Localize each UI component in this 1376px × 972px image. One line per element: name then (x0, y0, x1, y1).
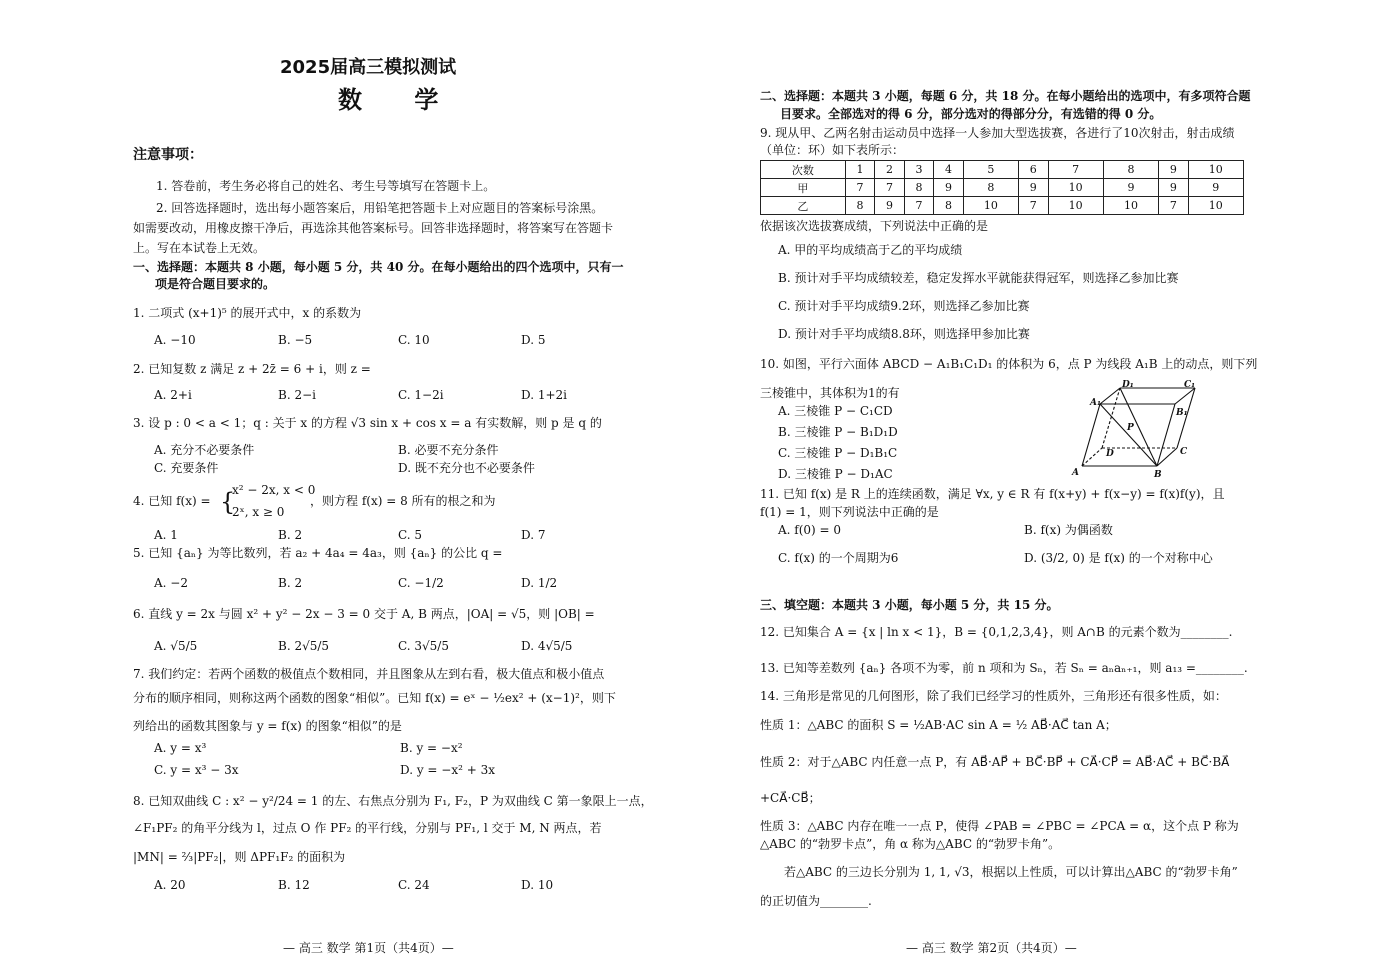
table-cell: 1 (845, 161, 874, 179)
question-stem: 11. 已知 f(x) 是 R 上的连续函数，满足 ∀x, y ∈ R 有 f(x+y) + f(x−y) = f(x)f(y)，且 (760, 487, 1225, 501)
question-stem: 1. 二项式 (x+1)⁵ 的展开式中，x 的系数为 (133, 306, 362, 320)
question-stem: 的正切值为________. (760, 894, 872, 908)
question-stem: （单位：环）如下表所示： (760, 143, 905, 157)
vertex-label: B₁ (1176, 408, 1188, 418)
option: D. 预计对手平均成绩8.8环，则选择甲参加比赛 (778, 327, 1030, 341)
table-cell: 9 (934, 179, 963, 197)
parallelepiped-figure (1070, 378, 1200, 478)
question-stem: +CA⃗·CB⃗； (760, 791, 821, 805)
option: A. 充分不必要条件 (154, 443, 255, 457)
edge-DD1 (1102, 388, 1120, 448)
section-heading: 一、选择题：本题共 8 小题，每小题 5 分，共 40 分。在每小题给出的四个选项中，只有一 (133, 260, 624, 274)
piecewise-case: 2ˣ, x ≥ 0 (232, 505, 285, 519)
option: B. 三棱锥 P − B₁D₁D (778, 425, 898, 439)
table-row (761, 197, 1244, 215)
section-heading: 项是符合题目要求的。 (155, 277, 276, 291)
option: B. 2√5/5 (278, 639, 330, 653)
table-cell: 6 (1019, 161, 1048, 179)
vertex-label: P (1127, 423, 1134, 433)
option: A. 2+i (154, 388, 192, 402)
option: C. 24 (398, 878, 430, 892)
option: A. √5/5 (154, 639, 198, 653)
piecewise-case: x² − 2x, x < 0 (232, 483, 316, 497)
question-stem: 2. 已知复数 z 满足 z + 2z̄ = 6 + i，则 z = (133, 362, 371, 376)
option: D. 4√5/5 (521, 639, 573, 653)
vertex-label: D₁ (1122, 380, 1134, 390)
table-cell: 2 (875, 161, 904, 179)
option: A. 20 (154, 878, 186, 892)
question-stem: 6. 直线 y = 2x 与圆 x² + y² − 2x − 3 = 0 交于 A, B 两点，|OA| = √5，则 |OB| = (133, 607, 595, 621)
notice-line: 上。写在本试卷上无效。 (133, 241, 266, 255)
option: A. 1 (154, 528, 178, 542)
option: D. 1/2 (521, 576, 558, 590)
notice-line: 2. 回答选择题时，选出每小题答案后，用铅笔把答题卡上对应题目的答案标号涂黑。 (156, 201, 604, 215)
option: A. f(0) = 0 (778, 523, 842, 537)
table-cell: 5 (963, 161, 1018, 179)
table-cell: 10 (1048, 179, 1103, 197)
vertex-label: C (1180, 447, 1188, 457)
option: C. y = x³ − 3x (154, 763, 239, 777)
question-stem: 9. 现从甲、乙两名射击运动员中选择一人参加大型选拔赛，各进行了10次射击，射击成绩 (760, 126, 1235, 140)
brace: { (220, 488, 236, 516)
option: A. −10 (154, 333, 196, 347)
question-stem: 4. 已知 f(x) = (133, 494, 211, 508)
table-cell: 7 (845, 179, 874, 197)
edge-B1C1 (1175, 388, 1195, 404)
question-stem: 分布的顺序相同，则称这两个函数的图象“相似”。已知 f(x) = eˣ − ½ex² + (x−1)²，则下 (133, 691, 616, 705)
notice-line: 如需要改动，用橡皮擦干净后，再选涂其他答案标号。回答非选择题时，将答案写在答题卡 (133, 221, 614, 235)
vertex-label: B (1154, 470, 1162, 478)
vertex-label: C₁ (1184, 380, 1196, 390)
edge-BB1 (1157, 404, 1175, 466)
question-stem: 7. 我们约定：若两个函数的极值点个数相同，并且图象从左到右看，极大值点和极小值点 (133, 667, 605, 681)
table-cell: 9 (1159, 179, 1188, 197)
option: B. y = −x² (400, 741, 463, 755)
question-stem: 性质 2：对于△ABC 内任意一点 P，有 AB⃗·AP⃗ + BC⃗·BP⃗ + CA⃗·CP⃗ = AB⃗·AC⃗ + BC⃗·BA⃗ (760, 755, 1230, 769)
table-cell: 9 (1159, 161, 1188, 179)
question-stem: 依据该次选拔赛成绩，下列说法中正确的是 (760, 219, 989, 233)
score-table (760, 160, 1244, 215)
table-cell: 3 (904, 161, 933, 179)
table-cell: 8 (904, 179, 933, 197)
option: D. 10 (521, 878, 554, 892)
option: A. y = x³ (154, 741, 207, 755)
table-cell: 乙 (761, 197, 846, 215)
option: D. 5 (521, 333, 546, 347)
option: A. 甲的平均成绩高于乙的平均成绩 (778, 243, 963, 257)
option: D. 7 (521, 528, 546, 542)
notice-line: 1. 答卷前，考生务必将自己的姓名、考生号等填写在答题卡上。 (156, 179, 496, 193)
table-cell: 8 (963, 179, 1018, 197)
option: B. 必要不充分条件 (398, 443, 499, 457)
question-stem: f(1) = 1，则下列说法中正确的是 (760, 505, 939, 519)
option: B. 2 (278, 576, 303, 590)
question-stem: 5. 已知 {aₙ} 为等比数列，若 a₂ + 4a₄ = 4a₃，则 {aₙ} 的公比 q = (133, 546, 503, 560)
page-footer: — 高三 数学 第2页（共4页）— (906, 941, 1077, 955)
edge-AA1 (1082, 404, 1100, 466)
option: D. (3/2, 0) 是 f(x) 的一个对称中心 (1024, 551, 1213, 565)
table-cell: 10 (1188, 161, 1243, 179)
option: D. y = −x² + 3x (400, 763, 496, 777)
table-cell: 8 (845, 197, 874, 215)
vertex-label: A₁ (1090, 398, 1101, 408)
question-stem: ，则方程 f(x) = 8 所有的根之和为 (310, 494, 496, 508)
option: C. −1/2 (398, 576, 444, 590)
option: B. 预计对手平均成绩较差，稳定发挥水平就能获得冠军，则选择乙参加比赛 (778, 271, 1179, 285)
segment-D1B (1120, 388, 1157, 466)
vertex-label: D (1106, 449, 1114, 459)
table-cell: 8 (1103, 161, 1158, 179)
table-cell: 10 (1188, 197, 1243, 215)
option: D. 1+2i (521, 388, 567, 402)
option: C. 3√5/5 (398, 639, 449, 653)
option: A. 三棱锥 P − C₁CD (778, 404, 893, 418)
page-footer: — 高三 数学 第1页（共4页）— (283, 941, 454, 955)
option: C. 三棱锥 P − D₁B₁C (778, 446, 898, 460)
option: C. 10 (398, 333, 430, 347)
question-stem: 列给出的函数其图象与 y = f(x) 的图象“相似”的是 (133, 719, 402, 733)
table-cell: 10 (1048, 197, 1103, 215)
exam-page-2 (688, 0, 1376, 972)
option: B. −5 (278, 333, 313, 347)
table-cell: 10 (1103, 197, 1158, 215)
option: C. f(x) 的一个周期为6 (778, 551, 899, 565)
table-cell: 9 (1188, 179, 1243, 197)
table-cell: 7 (1159, 197, 1188, 215)
question-stem: 三棱锥中，其体积为1的有 (760, 386, 900, 400)
exam-title: 2025届高三模拟测试 (280, 57, 457, 78)
section-heading: 目要求。全部选对的得 6 分，部分选对的得部分分，有选错的得 0 分。 (780, 107, 1162, 121)
option: B. 2−i (278, 388, 316, 402)
question-stem: 13. 已知等差数列 {aₙ} 各项不为零，前 n 项和为 Sₙ，若 Sₙ = aₙaₙ₊₁，则 a₁₃ =________. (760, 661, 1248, 675)
question-stem: 14. 三角形是常见的几何图形，除了我们已经学习的性质外，三角形还有很多性质，如： (760, 689, 1227, 703)
table-row (761, 179, 1244, 197)
question-stem: 性质 3：△ABC 内存在唯一一点 P，使得 ∠PAB = ∠PBC = ∠PCA = α，这个点 P 称为 (760, 819, 1239, 833)
option: D. 三棱锥 P − D₁AC (778, 467, 893, 481)
option: C. 5 (398, 528, 423, 542)
option: B. 12 (278, 878, 310, 892)
question-stem: 8. 已知双曲线 C : x² − y²/24 = 1 的左、右焦点分别为 F₁, F₂，P 为双曲线 C 第一象限上一点， (133, 794, 653, 808)
table-cell: 7 (875, 179, 904, 197)
table-cell: 9 (1103, 179, 1158, 197)
question-stem: 3. 设 p : 0 < a < 1；q : 关于 x 的方程 √3 sin x + cos x = a 有实数解，则 p 是 q 的 (133, 416, 602, 430)
option: C. 预计对手平均成绩9.2环，则选择乙参加比赛 (778, 299, 1030, 313)
option: A. −2 (154, 576, 188, 590)
table-cell: 9 (875, 197, 904, 215)
section-heading: 二、选择题：本题共 3 小题，每题 6 分，共 18 分。在每小题给出的选项中，有多项符合题 (760, 89, 1251, 103)
question-stem: 12. 已知集合 A = {x | ln x < 1}，B = {0,1,2,3,4}，则 A∩B 的元素个数为________. (760, 625, 1233, 639)
table-cell: 7 (904, 197, 933, 215)
table-cell: 7 (1048, 161, 1103, 179)
question-stem: ∠F₁PF₂ 的角平分线为 l，过点 O 作 PF₂ 的平行线，分别与 PF₁, l 交于 M, N 两点，若 (133, 821, 602, 835)
notice-heading: 注意事项： (133, 147, 203, 163)
subject-title: 数 学 (338, 85, 461, 114)
table-cell: 8 (934, 197, 963, 215)
question-stem: 若△ABC 的三边长分别为 1, 1, √3，根据以上性质，可以计算出△ABC 的“勃罗卡角” (784, 865, 1238, 879)
question-stem: 10. 如图，平行六面体 ABCD − A₁B₁C₁D₁ 的体积为 6，点 P 为线段 A₁B 上的动点，则下列 (760, 357, 1258, 371)
question-stem: △ABC 的“勃罗卡点”，角 α 称为△ABC 的“勃罗卡角”。 (760, 837, 1061, 851)
table-cell: 7 (1019, 197, 1048, 215)
option: B. 2 (278, 528, 303, 542)
edge-A1D1 (1100, 388, 1120, 404)
section-heading: 三、填空题：本题共 3 小题，每小题 5 分，共 15 分。 (760, 598, 1059, 612)
question-stem: 性质 1：△ABC 的面积 S = ½AB·AC sin A = ½ AB⃗·AC⃗ tan A； (760, 718, 1117, 732)
vertex-label: A (1072, 468, 1079, 478)
option: B. f(x) 为偶函数 (1024, 523, 1113, 537)
edge-CC1 (1177, 388, 1195, 448)
table-cell: 4 (934, 161, 963, 179)
table-cell: 甲 (761, 179, 846, 197)
option: D. 既不充分也不必要条件 (398, 461, 535, 475)
table-row (761, 161, 1244, 179)
question-stem: |MN| = ⅔|PF₂|，则 ΔPF₁F₂ 的面积为 (133, 850, 346, 864)
table-cell: 次数 (761, 161, 846, 179)
option: C. 充要条件 (154, 461, 219, 475)
option: C. 1−2i (398, 388, 444, 402)
table-cell: 9 (1019, 179, 1048, 197)
table-cell: 10 (963, 197, 1018, 215)
